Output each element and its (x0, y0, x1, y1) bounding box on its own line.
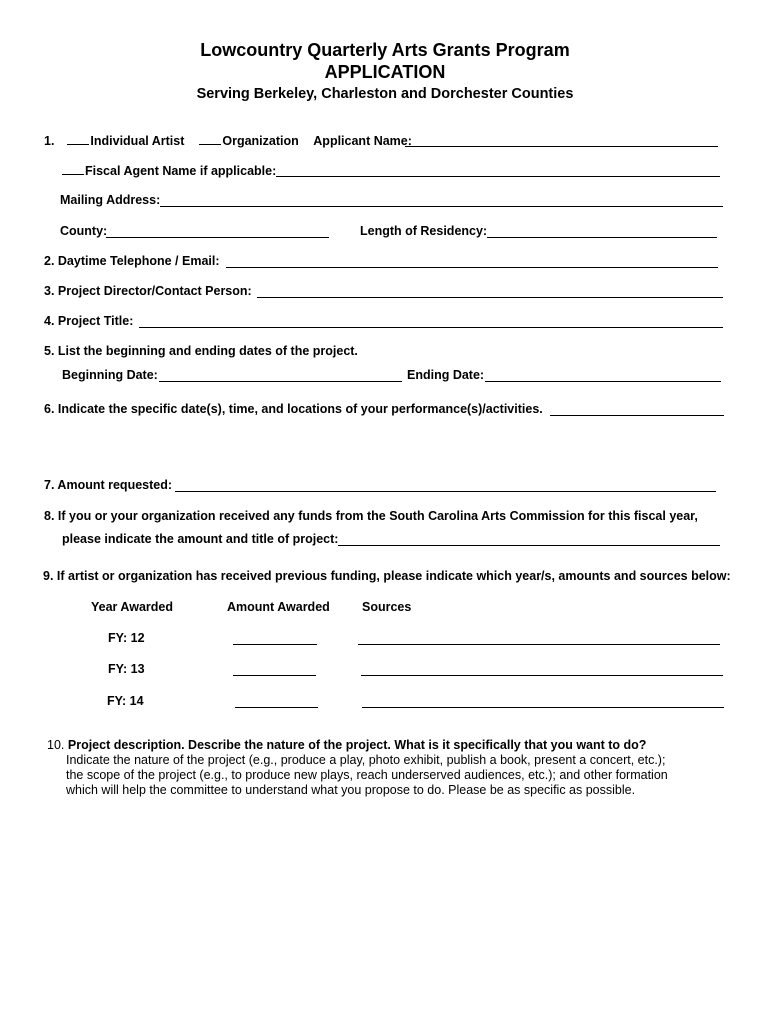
form-tagline: Serving Berkeley, Charleston and Dorchester Counties (196, 86, 574, 102)
telephone-email-field[interactable] (226, 267, 718, 268)
q10-heading: Project description. Describe the nature of the project. What is it specifically that you want to do? (67, 738, 647, 752)
form-subtitle: APPLICATION (324, 62, 446, 82)
fy14-amount-field[interactable] (235, 707, 318, 708)
q2-label: 2. Daytime Telephone / Email: (44, 254, 220, 268)
ending-date-field[interactable] (485, 381, 721, 382)
q3-label: 3. Project Director/Contact Person: (44, 284, 252, 298)
q10-line-3: which will help the committee to understand what you propose to do. Please be as specific as possible. (66, 783, 636, 797)
q5-label: 5. List the beginning and ending dates of the project. (44, 344, 358, 358)
fy13-sources-field[interactable] (361, 675, 723, 676)
residency-label: Length of Residency: (360, 224, 488, 238)
q1-row (44, 133, 412, 148)
fy14-label: FY: 14 (107, 694, 144, 708)
sac-funds-field[interactable] (338, 545, 720, 546)
applicant-name-label: Applicant Name: (313, 134, 412, 148)
county-field[interactable] (106, 237, 329, 238)
fy12-label: FY: 12 (108, 631, 145, 645)
q8-label-line2: please indicate the amount and title of project: (62, 532, 339, 546)
project-director-field[interactable] (257, 297, 723, 298)
mailing-address-field[interactable] (160, 206, 723, 207)
performance-dates-field[interactable] (550, 415, 724, 416)
q4-label: 4. Project Title: (44, 314, 134, 328)
q8-label-line1: 8. If you or your organization received any funds from the South Carolina Arts Commission for this fiscal year, (44, 509, 698, 523)
q7-label: 7. Amount requested: (44, 478, 173, 492)
q10-line-2: the scope of the project (e.g., to produce new plays, reach underserved audiences, etc.); and other formation (66, 768, 668, 782)
q10-number: 10. (47, 738, 65, 752)
col-year-awarded: Year Awarded (91, 600, 173, 614)
q10-heading-row (47, 738, 646, 752)
q9-label: 9. If artist or organization has received previous funding, please indicate which year/s, amounts and sources below: (43, 569, 731, 583)
fiscal-agent-label: Fiscal Agent Name if applicable: (85, 164, 277, 178)
fy12-sources-field[interactable] (358, 644, 720, 645)
beginning-date-field[interactable] (159, 381, 402, 382)
fiscal-agent-checkbox[interactable] (62, 163, 84, 175)
county-label: County: (60, 224, 108, 238)
mailing-address-label: Mailing Address: (60, 193, 161, 207)
col-amount-awarded: Amount Awarded (227, 600, 330, 614)
form-title: Lowcountry Quarterly Arts Grants Program (200, 40, 570, 60)
applicant-name-field[interactable] (405, 146, 718, 147)
q6-label: 6. Indicate the specific date(s), time, and locations of your performance(s)/activities. (44, 402, 543, 416)
fy12-amount-field[interactable] (233, 644, 317, 645)
fy13-label: FY: 13 (108, 662, 145, 676)
individual-artist-label: Individual Artist (90, 134, 185, 148)
ending-date-label: Ending Date: (407, 368, 485, 382)
individual-artist-checkbox[interactable] (67, 133, 89, 145)
col-sources: Sources (362, 600, 412, 614)
fy14-sources-field[interactable] (362, 707, 724, 708)
q1-number: 1. (44, 134, 55, 148)
q10-description (66, 753, 668, 798)
beginning-date-label: Beginning Date: (62, 368, 158, 382)
organization-checkbox[interactable] (199, 133, 221, 145)
project-title-field[interactable] (139, 327, 723, 328)
fiscal-agent-field[interactable] (276, 176, 720, 177)
amount-requested-field[interactable] (175, 491, 716, 492)
q10-line-1: Indicate the nature of the project (e.g., produce a play, photo exhibit, publish a book, present a concert, etc.); (66, 753, 666, 767)
organization-label: Organization (222, 134, 299, 148)
residency-field[interactable] (487, 237, 717, 238)
fy13-amount-field[interactable] (233, 675, 316, 676)
fiscal-agent-row (62, 163, 276, 178)
